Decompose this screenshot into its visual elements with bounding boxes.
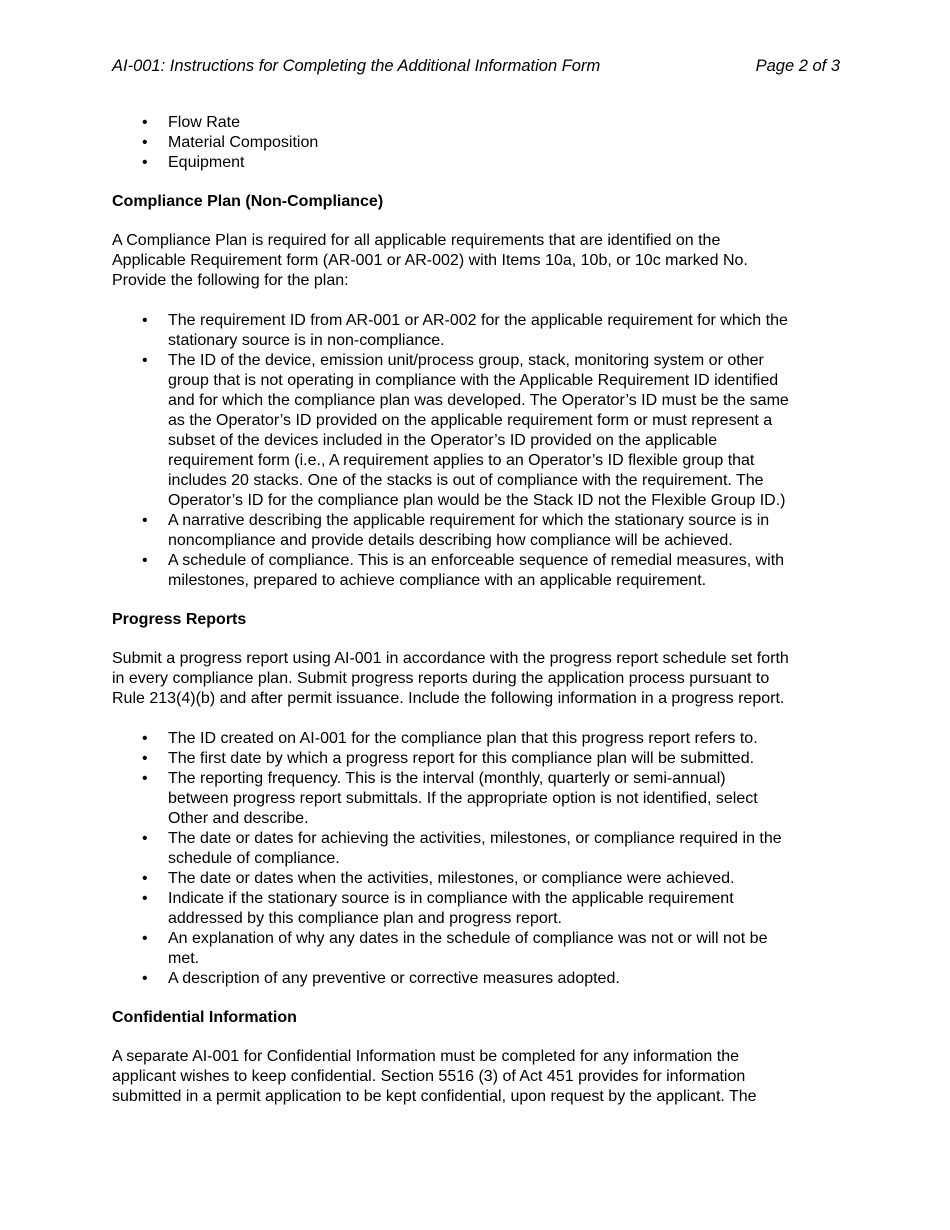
section-heading-progress-reports: Progress Reports [112, 611, 247, 628]
list-item-line: The date or dates when the activities, milestones, or compliance were achieved. [168, 870, 735, 887]
page-header [112, 56, 840, 78]
progress-reports-intro [112, 649, 840, 709]
list-item-line: The first date by which a progress report for this compliance plan will be submitted. [168, 750, 755, 767]
paragraph-line: Provide the following for the plan: [112, 272, 349, 289]
list-item [112, 969, 840, 989]
list-item [112, 729, 840, 749]
list-item-line: The ID created on AI-001 for the compliance plan that this progress report refers to. [168, 730, 758, 747]
list-item [112, 153, 840, 173]
list-item-line: The requirement ID from AR-001 or AR-002 for the applicable requirement for which the [168, 312, 788, 329]
section-heading-confidential: Confidential Information [112, 1009, 297, 1026]
compliance-plan-list [112, 311, 840, 591]
list-item-line: met. [168, 950, 200, 967]
list-item [112, 869, 840, 889]
bullet-icon: • [142, 512, 148, 529]
list-item-line: requirement form (i.e., A requirement applies to an Operator’s ID flexible group that [168, 452, 755, 469]
list-item [112, 551, 840, 591]
paragraph-line: A Compliance Plan is required for all applicable requirements that are identified on the [112, 232, 721, 249]
section-heading-compliance-plan: Compliance Plan (Non-Compliance) [112, 193, 384, 210]
compliance-plan-intro [112, 231, 840, 291]
bullet-icon: • [142, 830, 148, 847]
progress-reports-list [112, 729, 840, 989]
bullet-icon: • [142, 770, 148, 787]
list-item-line: A description of any preventive or corrective measures adopted. [168, 970, 620, 987]
header-title: AI-001: Instructions for Completing the Additional Information Form [112, 57, 601, 75]
list-item [112, 113, 840, 133]
bullet-icon: • [142, 930, 148, 947]
list-item-line: Indicate if the stationary source is in compliance with the applicable requirement [168, 890, 734, 907]
list-item [112, 829, 840, 869]
list-item [112, 133, 840, 153]
page-number: Page 2 of 3 [755, 57, 840, 75]
bullet-icon: • [142, 870, 148, 887]
list-item-line: The reporting frequency. This is the interval (monthly, quarterly or semi-annual) [168, 770, 726, 787]
list-item-line: milestones, prepared to achieve compliance with an applicable requirement. [168, 572, 707, 589]
document-body [112, 113, 840, 1107]
list-item-line: and for which the compliance plan was developed. The Operator’s ID must be the same [168, 392, 789, 409]
bullet-icon: • [142, 114, 148, 131]
list-item [112, 749, 840, 769]
list-item-line: group that is not operating in compliance with the Applicable Requirement ID identified [168, 372, 779, 389]
list-item-line: as the Operator’s ID provided on the applicable requirement form or must represent a [168, 412, 773, 429]
list-item-line: Other and describe. [168, 810, 309, 827]
list-item-line: A schedule of compliance. This is an enforceable sequence of remedial measures, with [168, 552, 785, 569]
list-item-line: between progress report submittals. If the appropriate option is not identified, select [168, 790, 758, 807]
bullet-icon: • [142, 970, 148, 987]
list-item-line: The ID of the device, emission unit/process group, stack, monitoring system or other [168, 352, 764, 369]
paragraph-line: Applicable Requirement form (AR-001 or AR-002) with Items 10a, 10b, or 10c marked No. [112, 252, 748, 269]
list-item-line: subset of the devices included in the Operator’s ID provided on the applicable [168, 432, 718, 449]
list-item [112, 929, 840, 969]
bullet-icon: • [142, 154, 148, 171]
bullet-icon: • [142, 890, 148, 907]
list-item-line: schedule of compliance. [168, 850, 340, 867]
list-item-text: Flow Rate [168, 114, 241, 131]
list-item-line: includes 20 stacks. One of the stacks is out of compliance with the requirement. The [168, 472, 764, 489]
list-item-text: Material Composition [168, 134, 319, 151]
paragraph-line: in every compliance plan. Submit progress reports during the application process pursuant to [112, 670, 770, 687]
list-item-line: An explanation of why any dates in the schedule of compliance was not or will not be [168, 930, 768, 947]
list-item [112, 889, 840, 929]
list-item-line: The date or dates for achieving the activities, milestones, or compliance required in the [168, 830, 782, 847]
bullet-icon: • [142, 730, 148, 747]
confidential-intro [112, 1047, 840, 1107]
paragraph-line: Submit a progress report using AI-001 in accordance with the progress report schedule set forth [112, 650, 789, 667]
list-item [112, 351, 840, 511]
paragraph-line: submitted in a permit application to be kept confidential, upon request by the applicant. The [112, 1088, 757, 1105]
continued-list [112, 113, 840, 173]
bullet-icon: • [142, 352, 148, 369]
list-item [112, 769, 840, 829]
bullet-icon: • [142, 552, 148, 569]
list-item-text: Equipment [168, 154, 245, 171]
paragraph-line: Rule 213(4)(b) and after permit issuance. Include the following information in a progress report. [112, 690, 785, 707]
paragraph-line: applicant wishes to keep confidential. Section 5516 (3) of Act 451 provides for information [112, 1068, 746, 1085]
list-item [112, 311, 840, 351]
list-item-line: A narrative describing the applicable requirement for which the stationary source is in [168, 512, 770, 529]
list-item-line: noncompliance and provide details describing how compliance will be achieved. [168, 532, 733, 549]
paragraph-line: A separate AI-001 for Confidential Information must be completed for any information the [112, 1048, 740, 1065]
list-item-line: Operator’s ID for the compliance plan would be the Stack ID not the Flexible Group ID.) [168, 492, 786, 509]
list-item [112, 511, 840, 551]
bullet-icon: • [142, 750, 148, 767]
list-item-line: stationary source is in non-compliance. [168, 332, 445, 349]
list-item-line: addressed by this compliance plan and progress report. [168, 910, 562, 927]
bullet-icon: • [142, 134, 148, 151]
bullet-icon: • [142, 312, 148, 329]
